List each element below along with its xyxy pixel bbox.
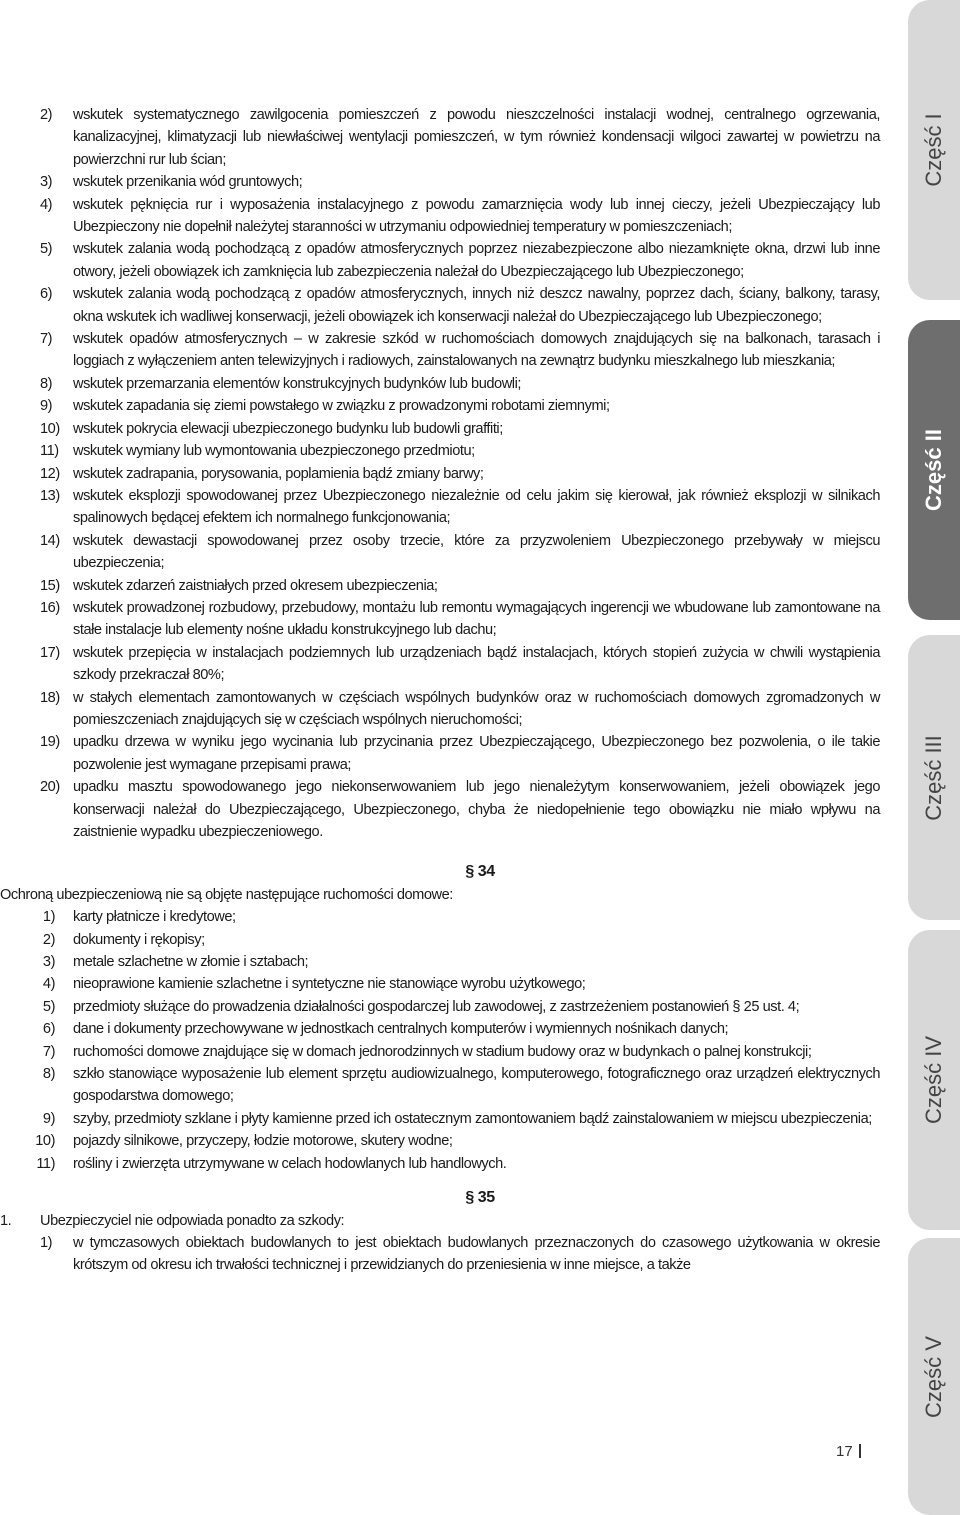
list-item-text: upadku masztu spowodowanego jego niekonserwowaniem lub jego nienależytym konserwowaniem, jeżeli obowiązek jego konserwacji należał do Ubezpieczającego, Ubezpieczonego, chyba że niedopełnienie tego obowiązku nie miało wpływu na zaistnienie wypadku ubezpieczeniowego. [73,779,880,840]
page-number-value: 17 [836,1443,853,1460]
list-item-text: wskutek zapadania się ziemi powstałego w związku z prowadzonymi robotami ziemnymi; [73,398,610,415]
list-item [0,1041,880,1063]
list-item-number: 5) [40,241,53,258]
list-item [0,171,880,193]
list-item [0,104,880,171]
list-item [0,597,880,642]
list-item [0,440,880,462]
list-item-text: w tymczasowych obiektach budowlanych to jest obiektach budowlanych przeznaczonych do czasowego użytkowania w okresie krótszym od okresu ich trwałości technicznej i przewidzianych do przeniesienia w inne miejsce, a także [73,1234,880,1274]
section-35-point-number: 1. [0,1212,12,1229]
list-item [0,1232,880,1277]
list-item-text: wskutek przepięcia w instalacjach podziemnych lub urządzeniach bądź instalacjach, których stopień zużycia w chwili wystąpienia szkody przekraczał 80%; [73,644,880,684]
list-item-text: wskutek wymiany lub wymontowania ubezpieczonego przedmiotu; [73,443,475,460]
tab-czesc-3[interactable] [908,635,960,920]
list-item-number: 8) [40,375,53,392]
list-item-number: 3) [42,954,55,971]
list-item-text: dane i dokumenty przechowywane w jednostkach centralnych komputerów i wymiennych nośnikach danych; [73,1021,729,1038]
section-tabs [908,0,960,1515]
list-item [0,973,880,995]
page-number [836,1443,861,1460]
list-item-text: szkło stanowiące wyposażenie lub element sprzętu audiowizualnego, komputerowego, fotograficznego oraz urządzeń elektrycznych gospodarstwa domowego; [73,1066,880,1105]
page-number-bar [859,1444,861,1458]
list-item-number: 5) [42,998,55,1015]
list-item [0,328,880,373]
list-item-text: wskutek opadów atmosferycznych – w zakresie szkód w ruchomościach domowych znajdujących się na balkonach, tarasach i loggiach z wyłączeniem anten telewizyjnych i radiowych, zainstalowanych na zewnątrz budynku mieszkalnego lub mieszkania; [73,331,880,370]
list-item [0,731,880,776]
list-item [0,395,880,417]
list-item-number: 6) [42,1021,55,1038]
tab-label: Część I [921,113,946,187]
list-item [0,996,880,1018]
list-item-text: wskutek eksplozji spowodowanej przez Ubezpieczonego niezależnie od celu jakim się kierował, jak również eksplozji w silnikach spalinowych będącej efektem ich normalnego funkcjonowania; [73,487,880,527]
list-item-number: 11) [40,443,59,460]
list-item-text: karty płatnicze i kredytowe; [73,909,236,926]
exclusions-list [0,104,880,843]
list-item [0,1108,880,1130]
list-item-number: 7) [40,331,53,348]
list-item [0,194,880,239]
list-item-number: 14) [40,532,60,549]
list-item-number: 4) [40,196,53,213]
document-body [0,104,880,1277]
list-item-text: przedmioty służące do prowadzenia działalności gospodarczej lub zawodowej, z zastrzeżeniem postanowień § 25 ust. 4; [73,998,800,1015]
list-item-text: wskutek przenikania wód gruntowych; [73,174,303,191]
list-item [0,575,880,597]
list-item-text: wskutek prowadzonej rozbudowy, przebudowy, montażu lub remontu wymagających ingerencji we wbudowane lub zamontowane na stałe instalacje lub elementy nośne układu konstrukcyjnego lub dachu; [73,599,880,639]
list-item-number: 2) [40,107,53,123]
excluded-property-list [0,906,880,1175]
list-item [0,1018,880,1040]
section-35-point [0,1210,880,1232]
list-item [0,238,880,283]
list-item-number: 11) [36,1155,55,1172]
list-item-number: 18) [40,689,60,706]
list-item-text: nieoprawione kamienie szlachetne i syntetyczne nie stanowiące wyrobu użytkowego; [73,976,586,993]
list-item-number: 17) [40,644,60,661]
list-item-text: ruchomości domowe znajdujące się w domach jednorodzinnych w stadium budowy oraz w budynkach o palnej konstrukcji; [73,1043,812,1060]
list-item-text: wskutek zdarzeń zaistniałych przed okresem ubezpieczenia; [73,577,438,594]
list-item [0,373,880,395]
section-34-heading: § 34 [465,863,495,881]
list-item-number: 8) [42,1066,55,1083]
list-item [0,1153,880,1175]
list-item [0,283,880,328]
list-item-text: wskutek przemarzania elementów konstrukcyjnych budynków lub budowli; [73,375,521,392]
list-item [0,463,880,485]
tab-label: Część IV [921,1035,946,1125]
list-item [0,530,880,575]
list-item [0,776,880,843]
list-item [0,418,880,440]
tab-czesc-5[interactable] [908,1238,960,1515]
tab-czesc-2[interactable] [908,320,960,620]
list-item [0,1063,880,1108]
list-item [0,906,880,928]
list-item-number: 20) [40,779,60,796]
list-item-number: 6) [40,286,53,303]
list-item-number: 2) [42,931,55,948]
list-item-text: wskutek pokrycia elewacji ubezpieczonego budynku lub budowli graffiti; [73,420,503,437]
list-item-number: 19) [40,734,60,751]
list-item-text: dokumenty i rękopisy; [73,931,205,948]
list-item-text: wskutek zalania wodą pochodzącą z opadów atmosferycznych, innych niż deszcz nawalny, poprzez dach, ściany, balkony, tarasy, okna wskutek ich wadliwej konserwacji, jeżeli obowiązek ich konserwacji należał do Ubezpieczającego lub Ubezpieczonego; [73,286,880,325]
list-item-text: rośliny i zwierzęta utrzymywane w celach hodowlanych lub handlowych. [73,1155,507,1172]
list-item [0,929,880,951]
list-item-text: wskutek zalania wodą pochodzącą z opadów atmosferycznych poprzez niezabezpieczone albo niezamknięte okna, drzwi lub inne otwory, jeżeli obowiązek ich zamknięcia lub zabezpieczenia należał do Ubezpieczającego lub Ubezpieczonego; [73,241,880,280]
list-item-text: w stałych elementach zamontowanych w częściach wspólnych budynków oraz w ruchomościach domowych zgromadzonych w pomieszczeniach znajdujących się w częściach wspólnych nieruchomości; [73,689,880,728]
list-item-number: 10) [35,1133,55,1150]
section-35-heading: § 35 [465,1189,495,1207]
list-item-number: 1) [40,1234,53,1251]
list-item-text: wskutek pęknięcia rur i wyposażenia instalacyjnego z powodu zamarznięcia wody lub innej cieczy, jeżeli Ubezpieczający lub Ubezpieczony nie dopełnił należytej staranności w utrzymaniu odpowiedniej temperatury w pomieszczeniach; [73,196,880,236]
list-item-number: 10) [40,420,60,437]
list-item-number: 12) [40,465,60,482]
list-item-number: 13) [40,487,60,504]
list-item [0,485,880,530]
tab-czesc-4[interactable] [908,930,960,1230]
section-35-list [0,1232,880,1277]
tab-label: Część III [921,734,946,821]
list-item-text: szyby, przedmioty szklane i płyty kamienne przed ich ostatecznym zamontowaniem bądź zainstalowaniem w miejscu ubezpieczenia; [73,1110,872,1127]
list-item [0,642,880,687]
list-item-number: 1) [42,909,55,926]
list-item-text: wskutek dewastacji spowodowanej przez osoby trzecie, które za przyzwoleniem Ubezpieczonego przebywały w miejscu ubezpieczenia; [73,532,880,572]
section-34-intro: Ochroną ubezpieczeniową nie są objęte następujące ruchomości domowe: [0,886,453,903]
list-item-number: 16) [40,599,60,616]
tab-czesc-1[interactable] [908,0,960,300]
list-item [0,687,880,732]
list-item-number: 3) [40,174,53,191]
list-item-number: 7) [42,1043,55,1060]
tab-label: Część V [921,1335,946,1418]
list-item-text: pojazdy silnikowe, przyczepy, łodzie motorowe, skutery wodne; [73,1133,453,1150]
list-item-number: 9) [40,398,53,415]
list-item [0,951,880,973]
list-item-text: metale szlachetne w złomie i sztabach; [73,954,309,971]
list-item-text: wskutek systematycznego zawilgocenia pomieszczeń z powodu nieszczelności instalacji wodnej, centralnego ogrzewania, kanalizacyjnej, klimatyzacji lub niewłaściwej wentylacji pomieszczeń, w tym również kondensacji wilgoci zawartej w powietrzu na powierzchni rur lub ścian; [73,107,880,168]
section-35-point-text: Ubezpieczyciel nie odpowiada ponadto za szkody: [40,1212,345,1229]
list-item-number: 15) [40,577,60,594]
tab-label: Część II [921,429,946,511]
list-item-text: wskutek zadrapania, porysowania, poplamienia bądź zmiany barwy; [73,465,484,482]
list-item-number: 4) [42,976,55,993]
list-item-number: 9) [42,1110,55,1127]
list-item-text: upadku drzewa w wyniku jego wycinania lub przycinania przez Ubezpieczającego, Ubezpieczonego bez pozwolenia, o ile takie pozwolenie jest wymagane przepisami prawa; [73,734,880,773]
list-item [0,1130,880,1152]
